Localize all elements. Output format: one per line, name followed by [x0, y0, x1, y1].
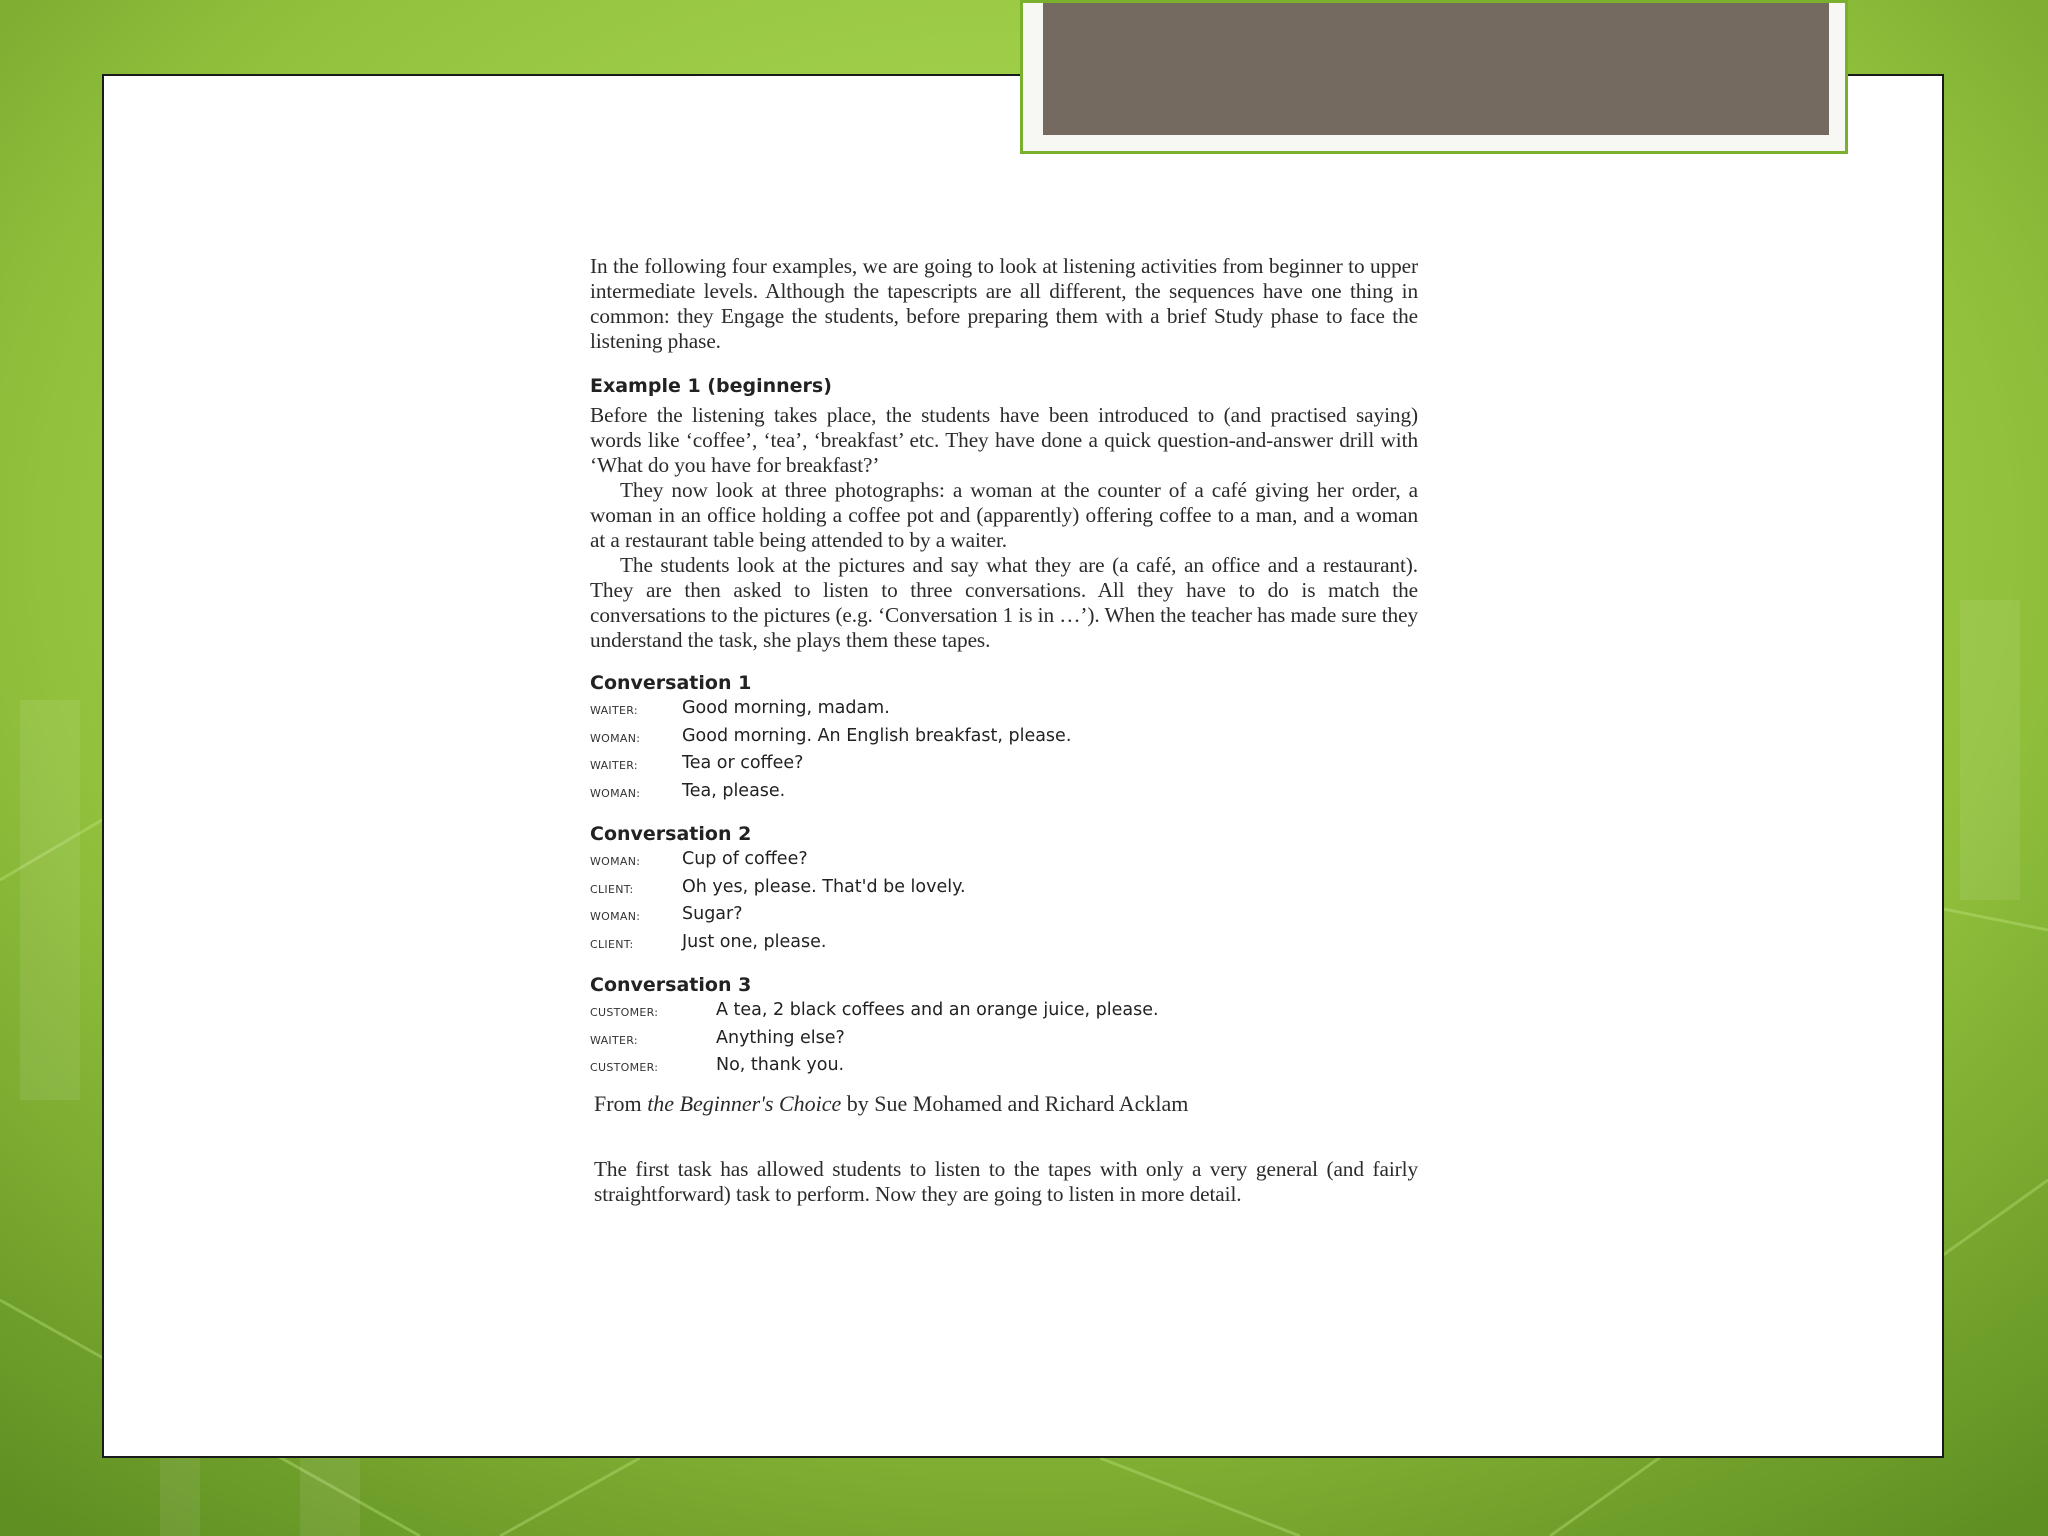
conversation-2 [590, 822, 1418, 957]
dialog-line [590, 998, 1418, 1026]
speaker-label: WAITER: [590, 1033, 638, 1047]
dialog-line [590, 875, 1418, 903]
speaker-label: CLIENT: [590, 882, 634, 896]
speaker-label: WOMAN: [590, 731, 641, 745]
dialog-text: Good morning. An English breakfast, please. [682, 725, 1072, 746]
title-placeholder-frame [1020, 0, 1848, 154]
conversation-3 [590, 973, 1418, 1081]
dialog-line [590, 779, 1418, 807]
scanned-page [590, 254, 1418, 1207]
dialog-text: Just one, please. [682, 931, 827, 952]
dialog-text: Tea or coffee? [682, 753, 804, 773]
dialog-line [590, 751, 1418, 779]
dialog-text: Anything else? [716, 1027, 845, 1048]
dialog-line [590, 847, 1418, 875]
paragraph-3: The students look at the pictures and say what they are (a café, an office and a restaurant). They are then asked to listen to three conversations. All they have to do is match the conversations to the pictures (e.g. ‘Conversation 1 is in …’). When the teacher has made sure they understand the task, she plays them these tapes. [590, 553, 1418, 652]
conversation-title: Conversation 1 [590, 672, 752, 694]
speaker-label: CLIENT: [590, 937, 634, 951]
dialog-text: Cup of coffee? [682, 849, 808, 869]
paragraph-2: They now look at three photographs: a woman at the counter of a café giving her order, a woman in an office holding a coffee pot and (apparently) offering coffee to a man, and a woman at a restaurant table being attended to by a waiter. [590, 478, 1418, 552]
dialog-text: No, thank you. [716, 1055, 845, 1075]
dialog-line [590, 930, 1418, 958]
source-prefix: From [594, 1090, 642, 1116]
dialog-text: Tea, please. [682, 780, 786, 801]
conversation-title: Conversation 2 [590, 823, 752, 845]
speaker-label: CUSTOMER: [590, 1006, 659, 1019]
dialog-text: A tea, 2 black coffees and an orange juice, please. [716, 1000, 1159, 1020]
dialog-text: Sugar? [682, 904, 743, 924]
title-placeholder-box [1043, 3, 1829, 135]
closing-paragraph: The first task has allowed students to listen to the tapes with only a very general (and fairly straightforward) task to perform. Now they are going to listen in more detail. [594, 1156, 1418, 1206]
source-book-title: the Beginner's Choice [647, 1090, 842, 1116]
dialog-line [590, 724, 1418, 752]
speaker-label: WAITER: [590, 704, 638, 717]
source-authors: by Sue Mohamed and Richard Acklam [846, 1090, 1189, 1116]
dialog-line [590, 902, 1418, 930]
speaker-label: WOMAN: [590, 855, 641, 868]
dialog-line [590, 1053, 1418, 1081]
speaker-label: WOMAN: [590, 786, 641, 800]
source-citation [590, 1091, 1418, 1117]
speaker-label: WAITER: [590, 759, 638, 772]
intro-paragraph: In the following four examples, we are going to look at listening activities from beginner to upper intermediate levels. Although the tapescripts are all different, the sequences have one thing in common: they Engage the students, before preparing them with a brief Study phase to face the listening phase. [590, 254, 1418, 353]
conversation-1 [590, 671, 1418, 806]
example-heading: Example 1 (beginners) [590, 375, 832, 397]
speaker-label: CUSTOMER: [590, 1061, 659, 1074]
paragraph-1: Before the listening takes place, the students have been introduced to (and practised saying) words like ‘coffee’, ‘tea’, ‘breakfast’ etc. They have done a quick question-and-answer drill with ‘What do you have for breakfast?’ [590, 403, 1418, 477]
dialog-text: Oh yes, please. That'd be lovely. [682, 876, 966, 897]
dialog-line [590, 696, 1418, 724]
speaker-label: WOMAN: [590, 910, 641, 923]
dialog-text: Good morning, madam. [682, 698, 890, 718]
conversation-title: Conversation 3 [590, 974, 752, 996]
dialog-line [590, 1026, 1418, 1054]
